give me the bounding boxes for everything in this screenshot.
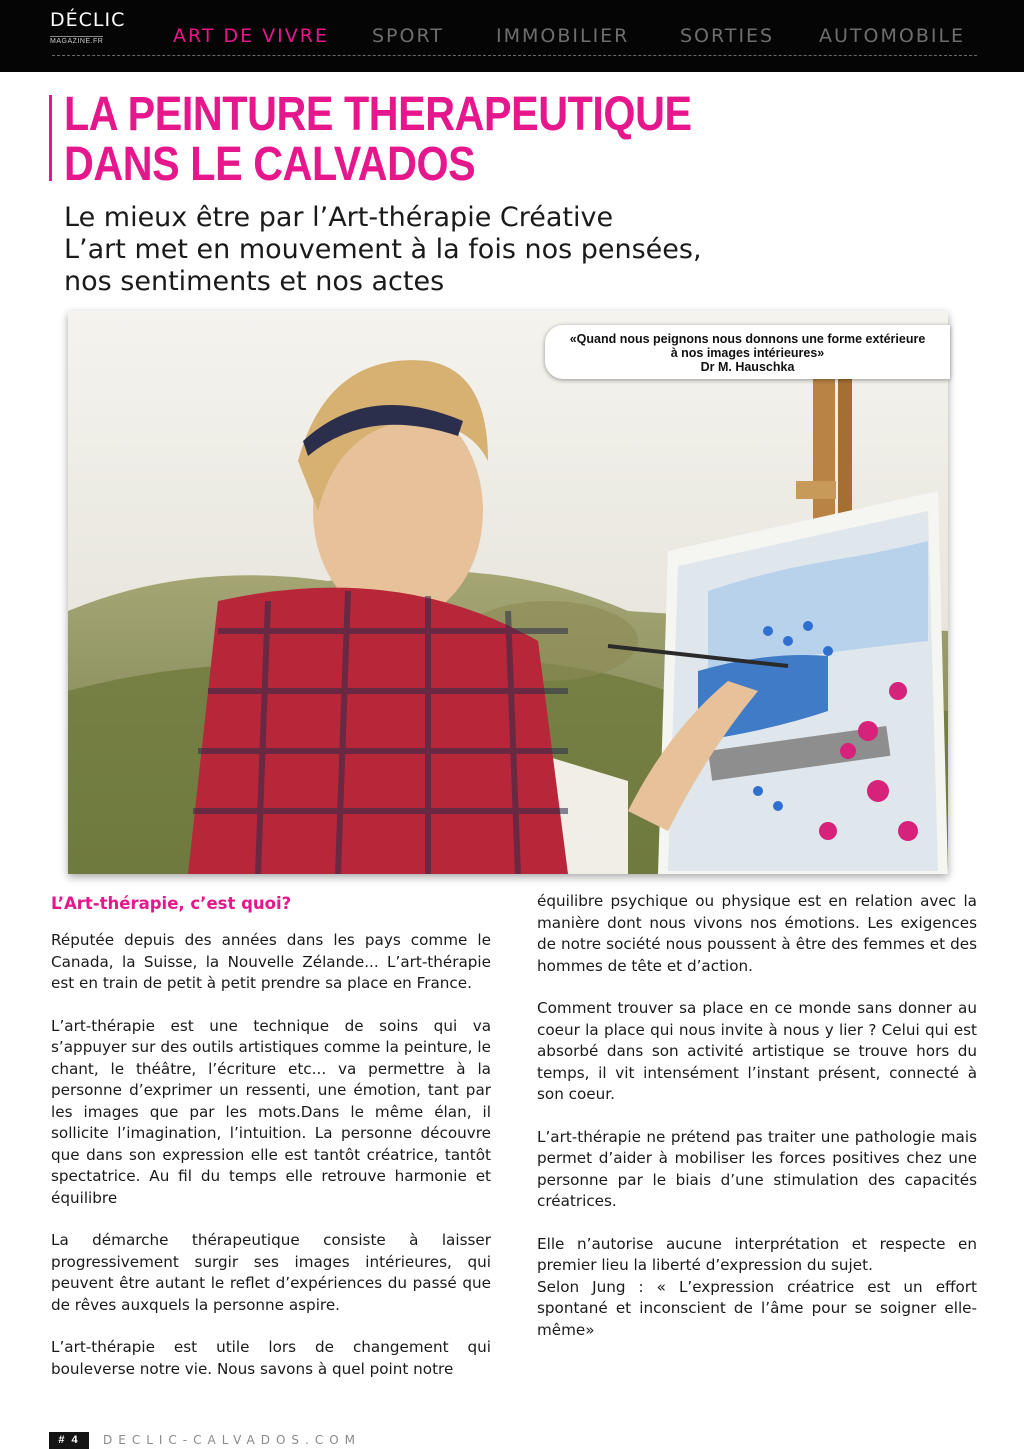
paragraph: Réputée depuis des années dans les pays comme le Canada, la Suisse, la Nouvelle Zélande... L’art-thérapie est en train de petit à petit prendre sa place en France.: [51, 931, 491, 992]
title-accent-bar: [49, 95, 52, 181]
nav-item-sorties[interactable]: SORTIES: [680, 25, 775, 47]
logo-title: DÉCLIC: [50, 9, 126, 31]
photo-illustration: [68, 311, 948, 874]
subtitle-line-1: Le mieux être par l’Art-thérapie Créative: [64, 202, 614, 233]
nav-item-art-de-vivre[interactable]: ART DE VIVRE: [173, 25, 329, 47]
top-navigation-bar: [0, 0, 1024, 72]
paragraph: Comment trouver sa place en ce monde sans donner au coeur la place qui nous invite à nous y lier ? Celui qui est absorbé dans son activité artistique se trouve hors du temps, il vit intensément l’instant présent, connecté à son coeur.: [537, 999, 977, 1103]
paragraph: Elle n’autorise aucune interprétation et respecte en premier lieu la liberté d’expression du sujet.: [537, 1234, 977, 1274]
quote-line-2: à nos images intérieures»: [670, 346, 825, 360]
section-nav: [0, 24, 1024, 48]
paragraph: L’art-thérapie est une technique de soins qui va s’appuyer sur des outils artistiques comme la peinture, le chant, le théâtre, l’écriture etc... va permettre à la personne d’exprimer un ressenti, une émotion, tant par les images que par les mots.Dans le même élan, il sollicite l’imagination, l’intuition. La personne découvre que dans son expression elle est tantôt créatrice, tantôt spectatrice. Au fil du temps elle retrouve harmonie et équilibre: [51, 1016, 491, 1207]
paragraph: Selon Jung : « L’expression créatrice est un effort spontané et inconscient de l’âme pour se soigner elle-même»: [537, 1277, 977, 1339]
nav-item-automobile[interactable]: AUTOMOBILE: [819, 25, 966, 47]
section-heading: L’Art-thérapie, c’est quoi?: [51, 894, 292, 913]
subtitle-line-3: nos sentiments et nos actes: [64, 266, 445, 297]
article-column-left: [51, 893, 491, 1380]
article-title: [64, 90, 838, 190]
nav-item-sport[interactable]: SPORT: [372, 25, 444, 47]
subtitle-line-2: L’art met en mouvement à la fois nos pensées,: [64, 234, 702, 265]
paragraph: L’art-thérapie est utile lors de changement qui bouleverse notre vie. Nous savons à quel point notre: [51, 1338, 491, 1378]
paragraph: équilibre psychique ou physique est en relation avec la manière dont nous vivons nos émotions. Les exigences de notre société nous poussent à être des femmes et des hommes de tête et d’action.: [537, 892, 977, 975]
title-line-1: LA PEINTURE THERAPEUTIQUE: [64, 88, 692, 141]
article-column-right: [537, 891, 977, 1341]
nav-item-immobilier[interactable]: IMMOBILIER: [496, 25, 630, 47]
footer-website-link[interactable]: DECLIC-CALVADOS.COM: [103, 1433, 362, 1447]
article-photo-woman-painting: [68, 311, 948, 874]
paragraph: La démarche thérapeutique consiste à laisser progressivement surgir ses images intérieures, qui peuvent être autant le reflet d’expériences du passé que de rêves auxquels la personne aspire.: [51, 1231, 491, 1314]
article-subtitle: [64, 202, 964, 298]
paragraph: L’art-thérapie ne prétend pas traiter une pathologie mais permet d’aider à mobiliser les forces positives chez une personne par le biais d’une stimulation des capacités créatrices.: [537, 1127, 977, 1210]
nav-dashed-divider: [52, 55, 977, 56]
quote-author: Dr M. Hauschka: [700, 360, 795, 374]
logo-subtitle: MAGAZINE.FR: [50, 38, 104, 45]
title-line-2: DANS LE CALVADOS: [64, 138, 476, 191]
quote-line-1: «Quand nous peignons nous donnons une forme extérieure: [569, 332, 926, 346]
page-number: # 4: [49, 1432, 89, 1449]
pull-quote: [545, 325, 950, 379]
